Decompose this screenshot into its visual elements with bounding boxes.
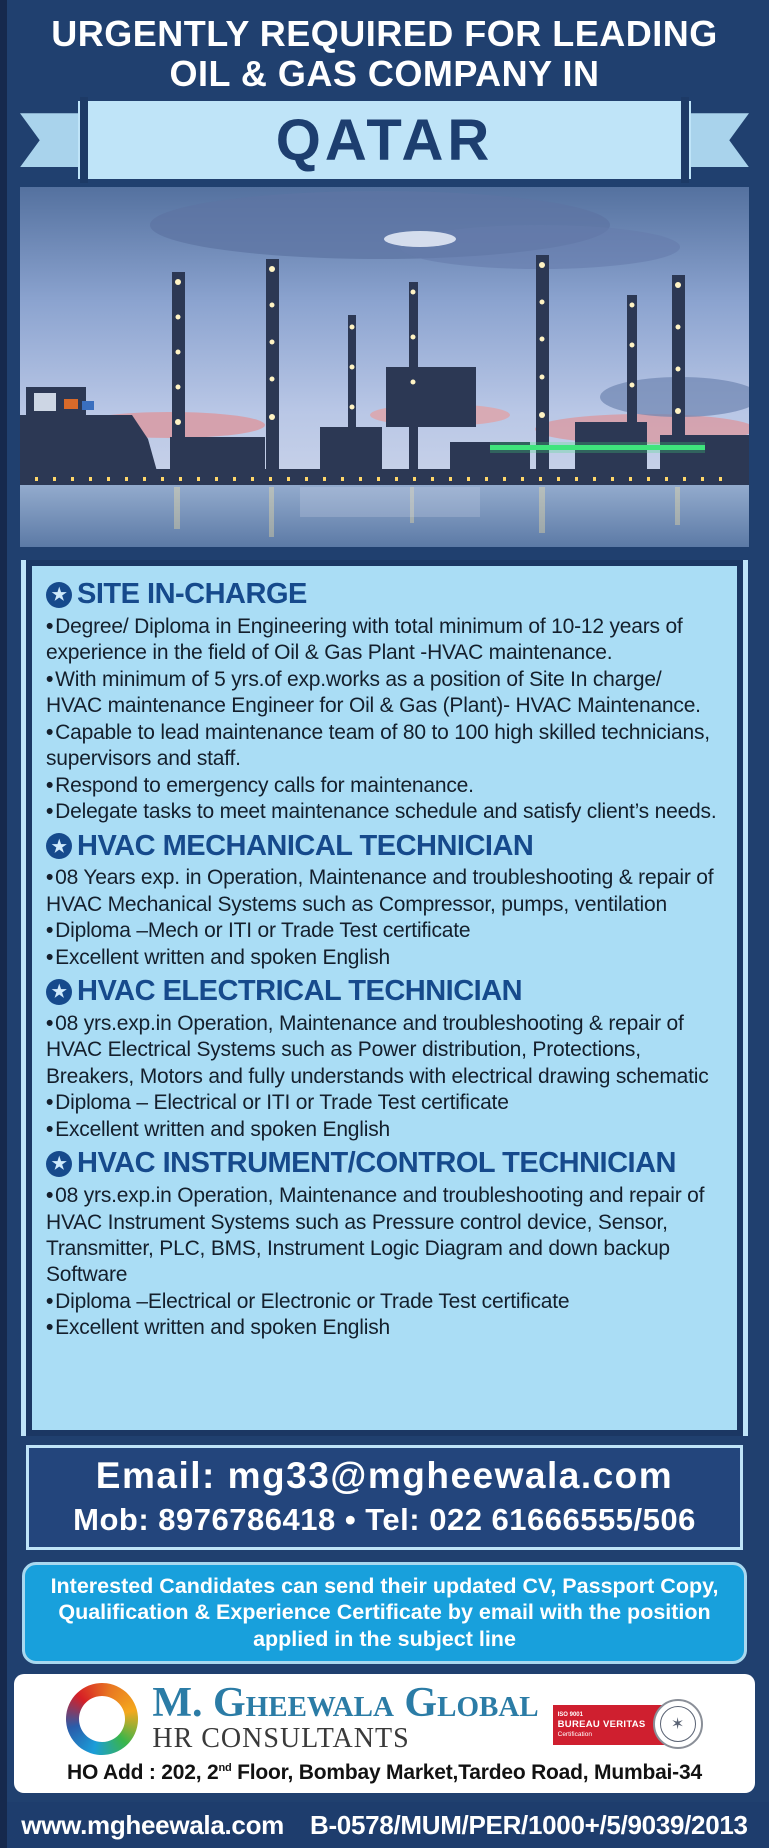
bureau-veritas-seal-icon: ✶ [653,1699,703,1749]
job-requirement: • Delegate tasks to meet maintenance schedule and satisfy client’s needs. [46,799,723,825]
bureau-veritas-label [553,1705,669,1745]
job-title-text: HVAC MECHANICAL TECHNICIAN [77,829,534,862]
job-requirement: • Diploma – Electrical or ITI or Trade Test certificate [46,1090,723,1116]
contact-box [26,1445,743,1550]
job-requirement: • Capable to lead maintenance team of 80 to 100 high skilled technicians, supervisors and staff. [46,720,723,773]
contact-phones: Mob: 8976786418 • Tel: 022 61666555/506 [73,1501,696,1537]
ribbon-band [78,101,691,179]
job-title-hvac-instrument-control [46,1146,723,1181]
country-name: QATAR [275,107,494,173]
agency-subtitle: HR CONSULTANTS [152,1723,410,1755]
job-requirement: • 08 Years exp. in Operation, Maintenance and troubleshooting & repair of HVAC Mechanical Systems such as Compressor, pumps, ventilation [46,865,723,918]
qatar-ribbon [20,101,749,179]
certification-label: Certification [557,1731,592,1738]
job-title-hvac-electrical [46,974,723,1009]
bureau-veritas-name: BUREAU VERITAS [557,1719,646,1730]
star-icon: ★ [46,582,72,608]
star-icon: ★ [46,833,72,859]
job-requirement: • 08 yrs.exp.in Operation, Maintenance and troubleshooting & repair of HVAC Electrical Systems such as Power distribution, Protections, Breakers, Motors and fully understands with electrical drawing schematic [46,1011,723,1090]
job-requirements-list [46,865,723,971]
job-requirement: • With minimum of 5 yrs.of exp.works as a position of Site In charge/ HVAC maintenance Engineer for Oil & Gas (Plant)- HVAC Maintenance. [46,667,723,720]
website: www.mgheewala.com [21,1809,284,1840]
job-requirement: • Diploma –Electrical or Electronic or Trade Test certificate [46,1289,723,1315]
job-requirements-list [46,614,723,826]
job-requirements-list [46,1011,723,1143]
agency-logo-ring-icon [58,1675,146,1763]
ribbon-tail-right [691,113,749,167]
agency-row [24,1682,745,1755]
job-requirement: • Excellent written and spoken English [46,1117,723,1143]
star-icon: ★ [46,979,72,1005]
job-requirement: • Excellent written and spoken English [46,945,723,971]
job-requirement: • Excellent written and spoken English [46,1315,723,1341]
jobs-panel [26,560,743,1435]
job-requirement: • Degree/ Diploma in Engineering with total minimum of 10-12 years of experience in the field of Oil & Gas Plant -HVAC maintenance. [46,614,723,667]
refinery-photo [20,187,749,547]
header-line-1: URGENTLY REQUIRED FOR LEADING [51,13,718,54]
job-title-text: HVAC INSTRUMENT/CONTROL TECHNICIAN [77,1147,676,1180]
agency-card [14,1674,755,1793]
agency-name: M. Gheewala Global [152,1680,539,1727]
iso-label: ISO 9001 [557,1712,583,1718]
license-number: B-0578/MUM/PER/1000+/5/9039/2013 [309,1809,748,1840]
refinery-photo-art [20,187,749,547]
job-requirement: • 08 yrs.exp.in Operation, Maintenance and troubleshooting and repair of HVAC Instrument Systems such as Pressure control device, Sensor, Transmitter, PLC, BMS, Instrument Logic Diagram and down backup Software [46,1183,723,1289]
footer-bar [0,1802,769,1848]
job-title-text: SITE IN-CHARGE [77,578,307,611]
job-title-hvac-mechanical [46,829,723,864]
agency-address: HO Add : 202, 2nd Floor, Bombay Market,Tardeo Road, Mumbai-34 [67,1761,702,1784]
agency-names [152,1682,538,1755]
application-notice: Interested Candidates can send their updated CV, Passport Copy, Qualification & Experience Certificate by email with the position applied in the subject line [22,1562,747,1665]
header-line-2: OIL & GAS COMPANY IN [169,52,600,94]
ribbon-tail-left [20,113,78,167]
star-icon: ★ [46,1151,72,1177]
job-requirement: • Diploma –Mech or ITI or Trade Test certificate [46,918,723,944]
bureau-veritas-badge [553,1699,703,1749]
job-requirement: • Respond to emergency calls for maintenance. [46,773,723,799]
job-title-site-in-charge [46,577,723,612]
job-requirements-list [46,1183,723,1342]
contact-email: Email: mg33@mgheewala.com [95,1454,674,1496]
job-title-text: HVAC ELECTRICAL TECHNICIAN [77,975,523,1008]
poster-header [10,14,759,93]
